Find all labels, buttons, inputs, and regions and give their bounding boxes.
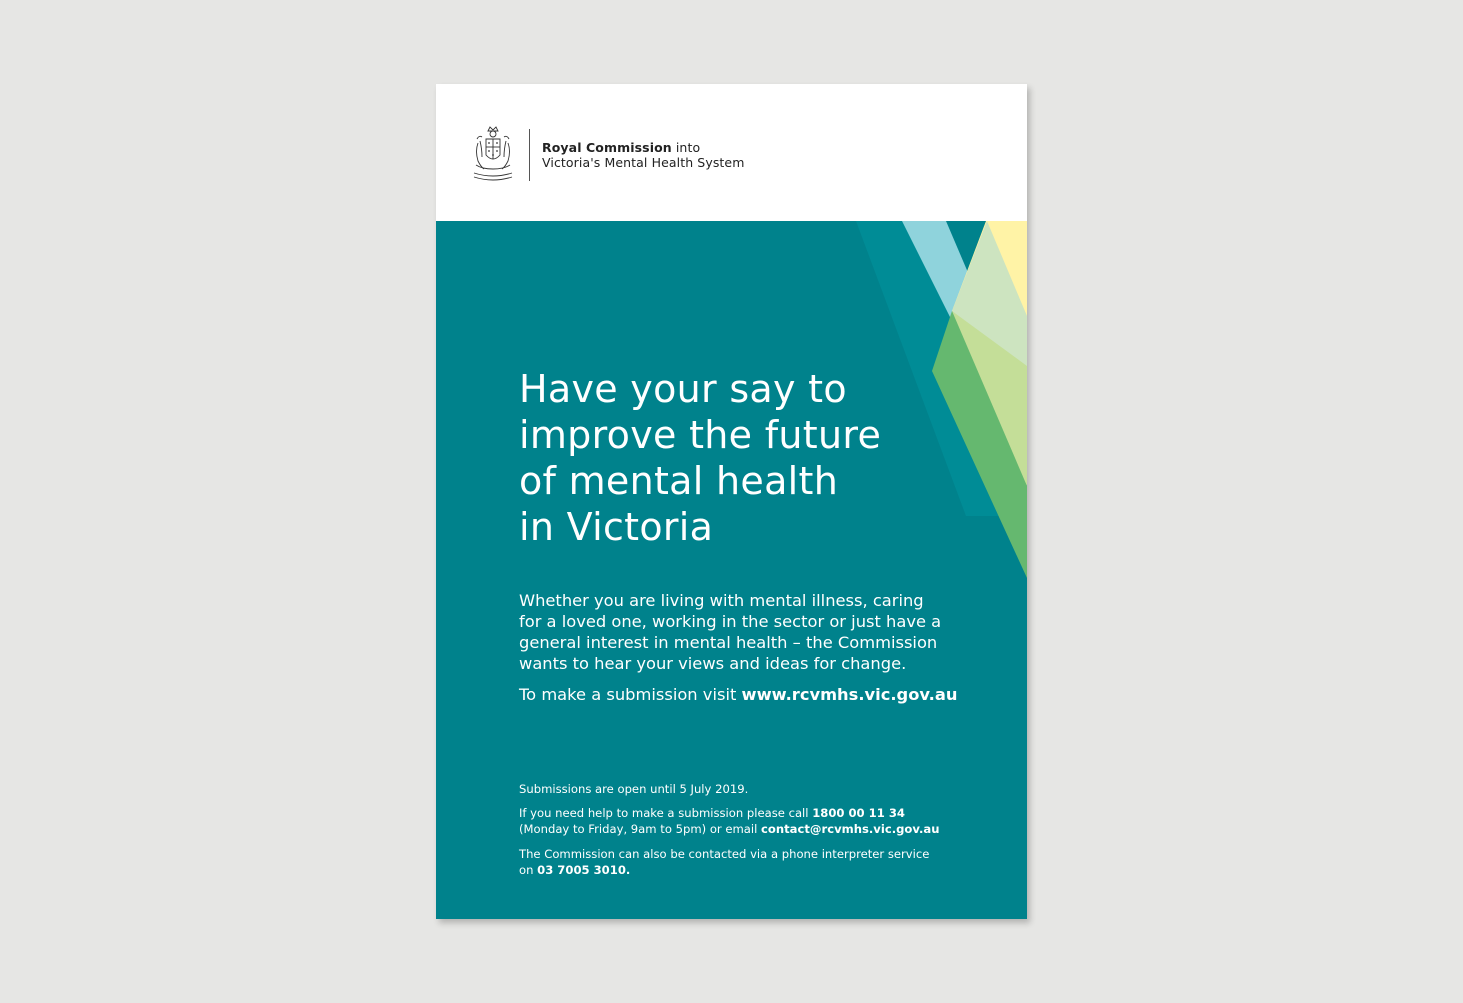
deadline-note: Submissions are open until 5 July 2019. <box>519 782 749 796</box>
commission-name-line1 <box>542 140 745 155</box>
intro-line: for a loved one, working in the sector or just have a <box>519 612 942 631</box>
submission-line <box>519 684 957 705</box>
interpreter-line2 <box>519 862 929 878</box>
headline-line: Have your say to <box>519 367 847 411</box>
poster-header <box>436 84 1027 221</box>
interpreter-line1: The Commission can also be contacted via a phone interpreter service <box>519 847 930 861</box>
submission-url-link[interactable]: www.rcvmhs.vic.gov.au <box>741 685 958 704</box>
headline-line: in Victoria <box>519 505 714 549</box>
interpreter-prefix: on <box>519 863 538 877</box>
submission-prefix: To make a submission visit <box>519 685 742 704</box>
help-note <box>519 805 939 837</box>
intro-line: Whether you are living with mental illness, caring <box>519 591 924 610</box>
intro-paragraph <box>519 590 999 674</box>
commission-name-line2: Victoria's Mental Health System <box>542 155 745 170</box>
interpreter-note <box>519 846 929 878</box>
poster <box>436 84 1027 919</box>
help-note-line2 <box>519 821 939 837</box>
help-phone: 1800 00 11 34 <box>812 806 905 820</box>
help-hours: (Monday to Friday, 9am to 5pm) or email <box>519 822 762 836</box>
poster-body <box>436 221 1027 919</box>
help-note-line1 <box>519 805 939 821</box>
header-divider <box>529 129 530 181</box>
victoria-coat-of-arms-icon <box>470 125 516 183</box>
intro-line: wants to hear your views and ideas for change. <box>519 654 907 673</box>
help-email: contact@rcvmhs.vic.gov.au <box>761 822 940 836</box>
headline <box>519 366 939 550</box>
interpreter-phone: 03 7005 3010. <box>537 863 631 877</box>
commission-name-bold: Royal Commission <box>542 140 672 155</box>
headline-line: improve the future <box>519 413 882 457</box>
commission-name-into: into <box>671 140 701 155</box>
headline-line: of mental health <box>519 459 839 503</box>
help-prefix: If you need help to make a submission please call <box>519 806 813 820</box>
commission-name <box>542 140 745 170</box>
intro-line: general interest in mental health – the Commission <box>519 633 938 652</box>
